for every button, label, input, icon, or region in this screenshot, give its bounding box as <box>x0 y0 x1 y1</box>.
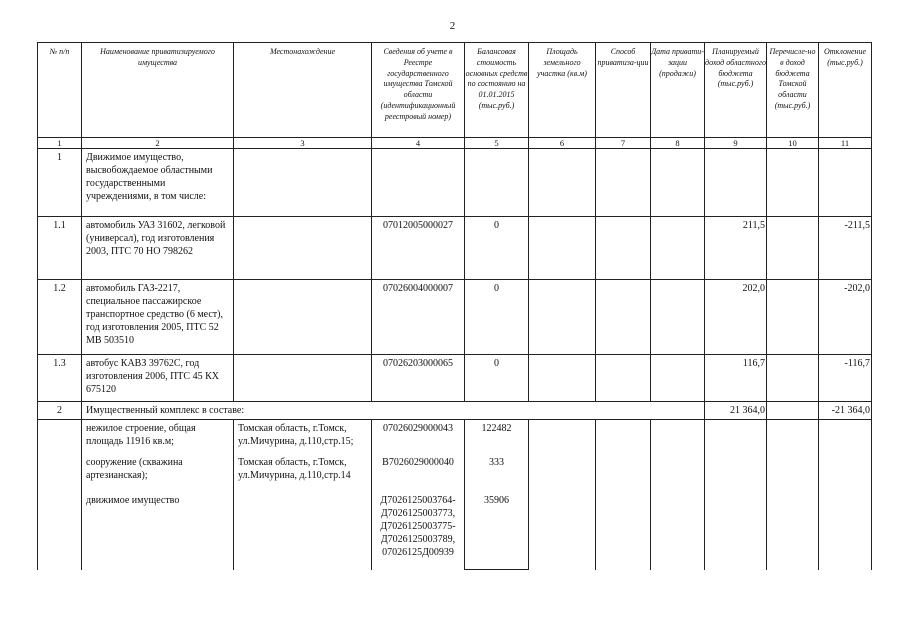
deviation: -21 364,0 <box>819 402 872 420</box>
planned-income <box>705 149 767 217</box>
row-number: 2 <box>38 402 82 420</box>
item-location <box>234 149 372 217</box>
land-area <box>529 420 596 570</box>
deviation <box>819 420 872 570</box>
row-number: 1.2 <box>38 280 82 355</box>
page-number: 2 <box>449 20 456 32</box>
row-number <box>38 420 82 570</box>
privatization-method <box>596 355 651 402</box>
row-number: 1.1 <box>38 217 82 280</box>
table-row <box>38 280 872 355</box>
complex-item-location: Томская область, г.Томск, ул.Мичурина, д.110,стр.14 <box>238 457 351 481</box>
column-number: 8 <box>651 138 705 149</box>
deviation: -116,7 <box>819 355 872 402</box>
complex-item-location: Томская область, г.Томск, ул.Мичурина, д.110,стр.15; <box>238 423 354 447</box>
header-cell: Площадь земельного участка (кв.м) <box>529 43 596 138</box>
item-name: Движимое имущество, высвобождаемое областными государственными учреждениями, в том числе: <box>82 149 234 217</box>
column-number: 5 <box>465 138 529 149</box>
privatization-table <box>37 42 872 570</box>
item-name: Имущественный комплекс в составе: <box>82 402 705 420</box>
header-cell: Наименование приватизируемого имущества <box>82 43 234 138</box>
registry-number: 07012005000027 <box>372 217 465 280</box>
complex-item-name: движимое имущество <box>86 495 180 506</box>
deviation <box>819 149 872 217</box>
registry-number: Д7026125003764-Д7026125003773, Д7026125003775-Д7026125003789, 07026125Д00939 <box>380 495 456 558</box>
header-cell: Дата привати-зации (продажи) <box>651 43 705 138</box>
row-number: 1 <box>38 149 82 217</box>
column-number-row <box>38 138 872 149</box>
complex-item-name: сооружение (скважина артезианская); <box>86 457 183 481</box>
balance-value: 0 <box>465 217 529 280</box>
table-row <box>38 217 872 280</box>
header-cell: Способ приватиза-ции <box>596 43 651 138</box>
paid-amount <box>767 149 819 217</box>
column-number: 7 <box>596 138 651 149</box>
column-number: 10 <box>767 138 819 149</box>
header-cell: № п/п <box>38 43 82 138</box>
header-cell: Местонахождение <box>234 43 372 138</box>
balance-value: 35906 <box>484 495 509 506</box>
balance-value: 333 <box>489 457 504 468</box>
balance-value: 0 <box>465 355 529 402</box>
complex-items-row <box>38 420 872 570</box>
balance-value <box>465 149 529 217</box>
item-location <box>234 217 372 280</box>
table-row <box>38 402 872 420</box>
column-number: 1 <box>38 138 82 149</box>
paid-amount <box>767 280 819 355</box>
complex-item-name: нежилое строение, общая площадь 11916 кв.м; <box>86 423 196 447</box>
planned-income <box>705 420 767 570</box>
balance-value: 122482 <box>481 423 512 434</box>
column-number: 4 <box>372 138 465 149</box>
planned-income: 202,0 <box>705 280 767 355</box>
land-area <box>529 149 596 217</box>
privatization-date <box>651 149 705 217</box>
header-cell: Балансовая стоимость основных средств по состоянию на 01.01.2015 (тыс.руб.) <box>465 43 529 138</box>
deviation: -211,5 <box>819 217 872 280</box>
header-cell: Перечисле-но в доход бюджета Томской области (тыс.руб.) <box>767 43 819 138</box>
balance-value: 0 <box>465 280 529 355</box>
deviation: -202,0 <box>819 280 872 355</box>
privatization-date <box>651 355 705 402</box>
complex-item-balance <box>465 420 529 570</box>
table-row <box>38 149 872 217</box>
complex-item-locations <box>234 420 372 570</box>
registry-number: 07026029000043 <box>383 423 453 434</box>
column-number: 9 <box>705 138 767 149</box>
item-name: автомобиль УАЗ 31602, легковой (универсал), год изготовления 2003, ПТС 70 НО 798262 <box>82 217 234 280</box>
paid-amount <box>767 217 819 280</box>
land-area <box>529 217 596 280</box>
header-cell: Сведения об учете в Реестре государственного имущества Томской области (идентификационный реестровый номер) <box>372 43 465 138</box>
column-number: 2 <box>82 138 234 149</box>
column-number: 6 <box>529 138 596 149</box>
privatization-method <box>596 217 651 280</box>
privatization-method <box>596 280 651 355</box>
registry-number: 07026203000065 <box>372 355 465 402</box>
planned-income: 21 364,0 <box>705 402 767 420</box>
registry-number: В7026029000040 <box>382 457 454 468</box>
header-row <box>38 43 872 138</box>
complex-item-registry <box>372 420 465 570</box>
table-row <box>38 355 872 402</box>
item-name: автомобиль ГАЗ-2217, специальное пассажирское транспортное средство (6 мест), год изготовления 2005, ПТС 52 МВ 503510 <box>82 280 234 355</box>
paid-amount <box>767 402 819 420</box>
registry-number <box>372 149 465 217</box>
privatization-date <box>651 280 705 355</box>
registry-number: 07026004000007 <box>372 280 465 355</box>
land-area <box>529 280 596 355</box>
column-number: 3 <box>234 138 372 149</box>
paid-amount <box>767 420 819 570</box>
item-location <box>234 355 372 402</box>
land-area <box>529 355 596 402</box>
privatization-method <box>596 420 651 570</box>
header-cell: Планируемый доход областного бюджета (тыс.руб.) <box>705 43 767 138</box>
column-number: 11 <box>819 138 872 149</box>
complex-item-names <box>82 420 234 570</box>
item-location <box>234 280 372 355</box>
planned-income: 116,7 <box>705 355 767 402</box>
paid-amount <box>767 355 819 402</box>
item-name: автобус КАВЗ 39762С, год изготовления 2006, ПТС 45 КХ 675120 <box>82 355 234 402</box>
row-number: 1.3 <box>38 355 82 402</box>
header-cell: Отклонение (тыс.руб.) <box>819 43 872 138</box>
planned-income: 211,5 <box>705 217 767 280</box>
privatization-method <box>596 149 651 217</box>
privatization-date <box>651 420 705 570</box>
privatization-date <box>651 217 705 280</box>
